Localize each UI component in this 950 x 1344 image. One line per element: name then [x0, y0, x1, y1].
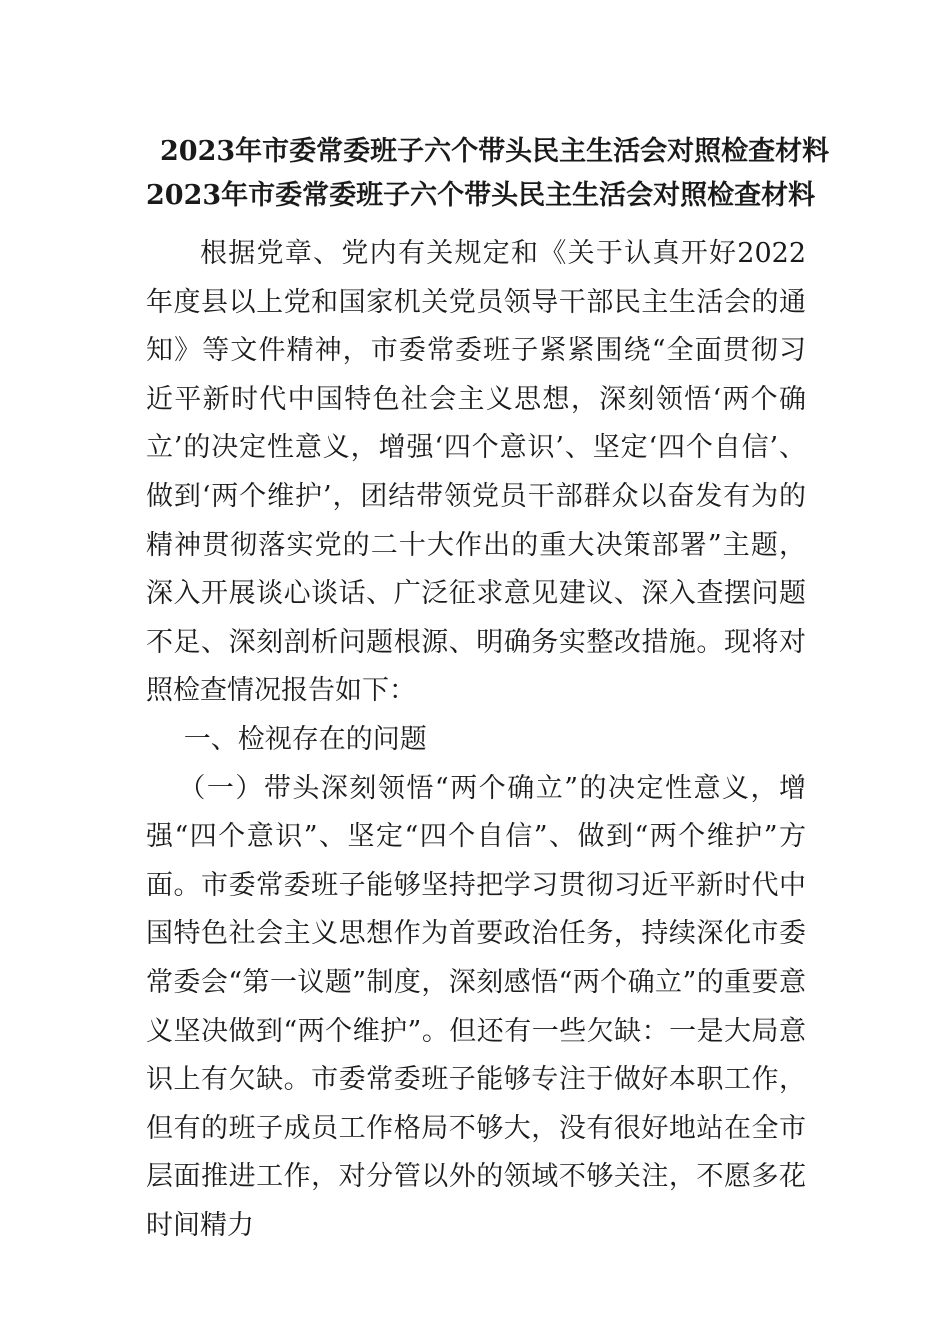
document-title-repeat: 2023年市委常委班子六个带头民主生活会对照检查材料 — [146, 180, 816, 211]
document-title: 2023年市委常委班子六个带头民主生活会对照检查材料 — [160, 136, 830, 167]
section-heading: 一、检视存在的问题 — [183, 723, 427, 755]
section-paragraph: （一）带头深刻领悟“两个确立”的决定性意义，增强“四个意识”、坚定“四个自信”、做到“两个维护”方面。市委常委班子能够坚持把学习贯彻习近平新时代中国特色社会主义思想作为首要政治任务，持续深化市委常委会“第一议题”制度，深刻感悟“两个确立”的重要意义坚决做到“两个维护”。但还有一些欠缺：一是大局意识上有欠缺。市委常委班子能够专注于做好本职工作，但有的班子成员工作格局不够大，没有很好地站在全市层面推进工作，对分管以外的领域不够关注，不愿多花时间精力 — [146, 772, 806, 1241]
document-page — [146, 130, 830, 1250]
intro-paragraph: 根据党章、党内有关规定和《关于认真开好2022年度县以上党和国家机关党员领导干部民主生活会的通知》等文件精神，市委常委班子紧紧围绕“全面贯彻习近平新时代中国特色社会主义思想，深刻领悟‘两个确立’的决定性意义，增强‘四个意识’、坚定‘四个自信’、做到‘两个维护’，团结带领党员干部群众以奋发有为的精神贯彻落实党的二十大作出的重大决策部署”主题，深入开展谈心谈话、广泛征求意见建议、深入查摆问题不足、深刻剖析问题根源、明确务实整改措施。现将对照检查情况报告如下： — [146, 238, 806, 707]
